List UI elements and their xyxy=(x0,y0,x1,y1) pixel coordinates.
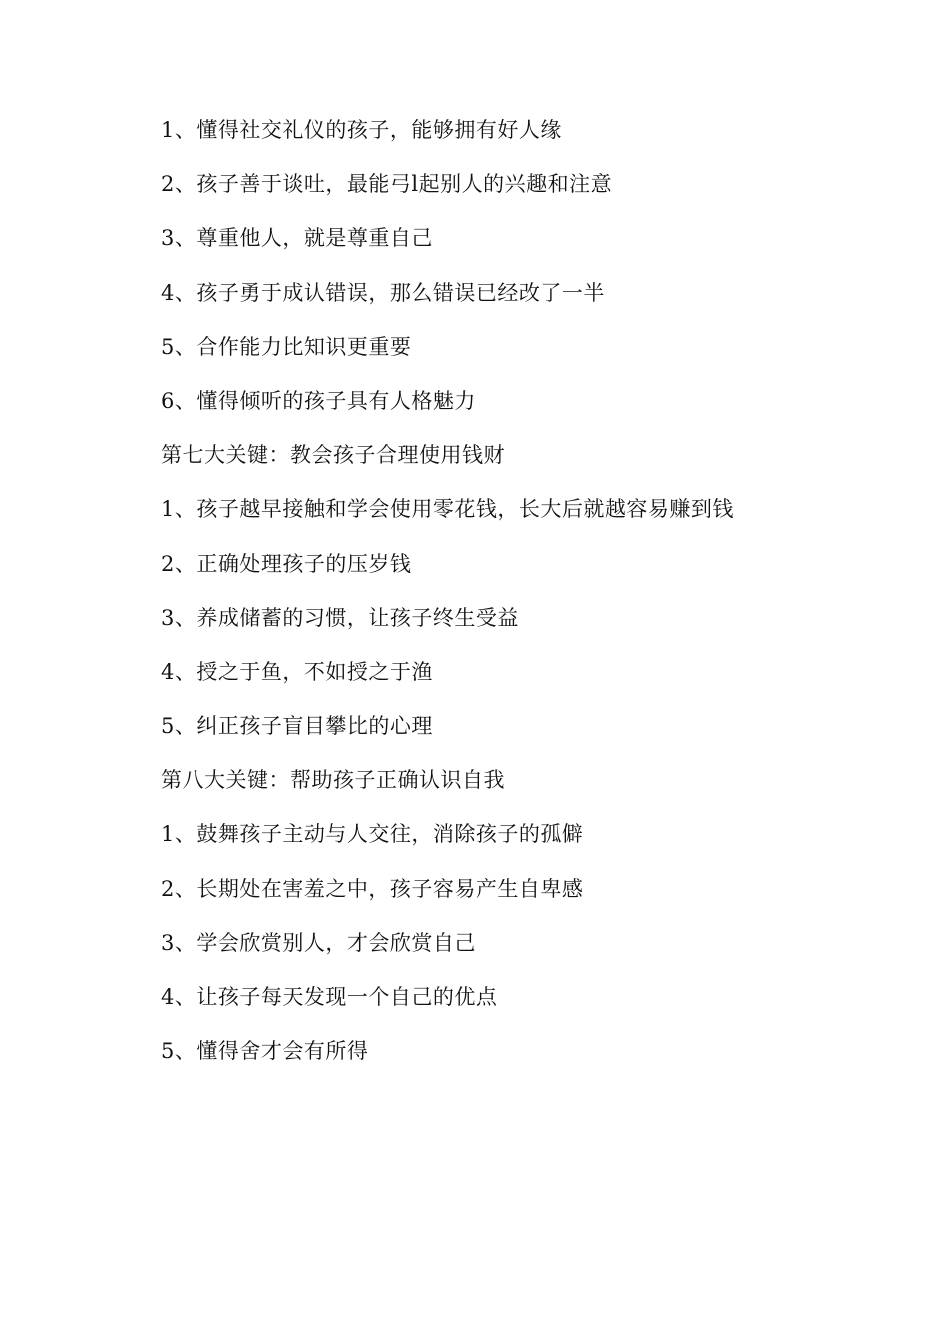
list-item: 4、授之于鱼，不如授之于渔 xyxy=(161,659,433,684)
list-item: 3、学会欣赏别人，才会欣赏自己 xyxy=(161,930,476,955)
list-item: 2、长期处在害羞之中，孩子容易产生自卑感 xyxy=(161,876,584,901)
list-item: 1、懂得社交礼仪的孩子，能够拥有好人缘 xyxy=(161,118,562,142)
list-item: 1、鼓舞孩子主动与人交往，消除孩子的孤僻 xyxy=(161,822,584,847)
list-item: 5、合作能力比知识更重要 xyxy=(161,334,412,359)
section-heading: 第八大关键：帮助孩子正确认识自我 xyxy=(161,768,505,793)
list-item: 1、孩子越早接触和学会使用零花钱，长大后就越容易赚到钱 xyxy=(161,497,734,522)
list-item: 2、孩子善于谈吐，最能弓l起别人的兴趣和注意 xyxy=(161,172,613,197)
list-item: 2、正确处理孩子的压岁钱 xyxy=(161,551,412,576)
list-item: 4、让孩子每天发现一个自己的优点 xyxy=(161,985,498,1009)
section-heading: 第七大关键：教会孩子合理使用钱财 xyxy=(161,443,505,468)
list-item: 5、懂得舍才会有所得 xyxy=(161,1039,369,1064)
list-item: 5、纠正孩子盲目攀比的心理 xyxy=(161,714,433,739)
list-item: 6、懂得倾听的孩子具有人格魅力 xyxy=(161,388,476,413)
list-item: 4、孩子勇于成认错误，那么错误已经改了一半 xyxy=(161,280,605,305)
document-body xyxy=(161,112,881,1087)
list-item: 3、尊重他人，就是尊重自己 xyxy=(161,226,433,251)
list-item: 3、养成储蓄的习惯，让孩子终生受益 xyxy=(161,605,519,630)
